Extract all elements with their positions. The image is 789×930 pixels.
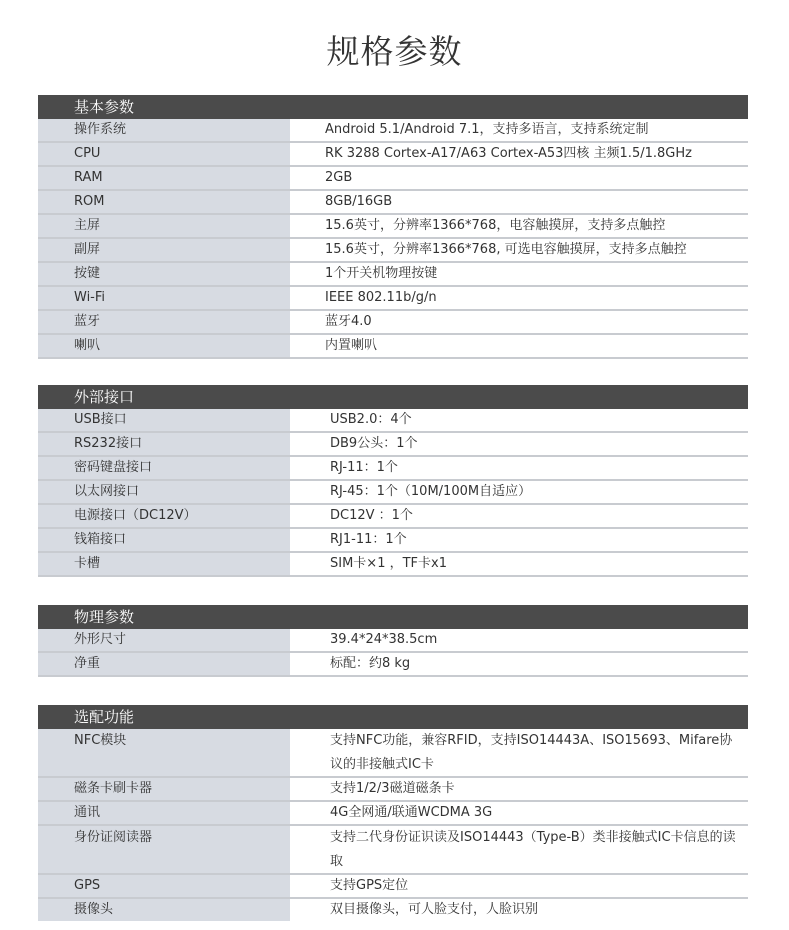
row-value: DC12V ：1个 (290, 505, 748, 527)
row-value: IEEE 802.11b/g/n (290, 287, 748, 309)
row-label: 身份证阅读器 (38, 826, 290, 873)
table-row (38, 433, 748, 457)
row-label: 电源接口（DC12V） (38, 505, 290, 527)
table-row (38, 263, 748, 287)
row-value: RJ-11：1个 (290, 457, 748, 479)
table-row (38, 167, 748, 191)
row-value: DB9公头：1个 (290, 433, 748, 455)
row-value: RJ1-11：1个 (290, 529, 748, 551)
table-row (38, 191, 748, 215)
row-value: 2GB (290, 167, 748, 189)
table-row (38, 875, 748, 899)
row-label: 钱箱接口 (38, 529, 290, 551)
table-row (38, 553, 748, 577)
row-label: NFC模块 (38, 729, 290, 776)
row-value: 8GB/16GB (290, 191, 748, 213)
table-row (38, 311, 748, 335)
row-label: 蓝牙 (38, 311, 290, 333)
table-row (38, 505, 748, 529)
row-label: 摄像头 (38, 899, 290, 921)
row-value: 支持二代身份证识读及ISO14443（Type-B）类非接触式IC卡信息的读取 (290, 826, 748, 873)
row-value: 1个开关机物理按键 (290, 263, 748, 285)
row-value: 支持1/2/3磁道磁条卡 (290, 778, 748, 800)
row-label: 以太网接口 (38, 481, 290, 503)
table-row (38, 215, 748, 239)
row-label: RS232接口 (38, 433, 290, 455)
table-row (38, 143, 748, 167)
table-row (38, 802, 748, 826)
section-header: 物理参数 (38, 605, 748, 629)
table-row (38, 529, 748, 553)
row-label: ROM (38, 191, 290, 213)
table-row (38, 729, 748, 778)
row-value: 4G全网通/联通WCDMA 3G (290, 802, 748, 824)
row-label: 主屏 (38, 215, 290, 237)
row-label: Wi-Fi (38, 287, 290, 309)
row-label: 净重 (38, 653, 290, 675)
section-header: 选配功能 (38, 705, 748, 729)
row-value: SIM卡×1 ，TF卡x1 (290, 553, 748, 575)
section-header: 基本参数 (38, 95, 748, 119)
row-value: 15.6英寸，分辨率1366*768，电容触摸屏，支持多点触控 (290, 215, 748, 237)
section-external-interfaces (38, 385, 748, 577)
table-row (38, 287, 748, 311)
section-optional-features (38, 705, 748, 921)
page-title: 规格参数 (326, 32, 463, 71)
row-label: 外形尺寸 (38, 629, 290, 651)
row-label: 密码键盘接口 (38, 457, 290, 479)
row-label: 磁条卡刷卡器 (38, 778, 290, 800)
row-value: Android 5.1/Android 7.1，支持多语言，支持系统定制 (290, 119, 748, 141)
row-value: 39.4*24*38.5cm (290, 629, 748, 651)
table-row (38, 778, 748, 802)
table-row (38, 409, 748, 433)
table-row (38, 239, 748, 263)
section-basic-params (38, 95, 748, 359)
row-label: GPS (38, 875, 290, 897)
table-row (38, 457, 748, 481)
row-value: 蓝牙4.0 (290, 311, 748, 333)
row-label: USB接口 (38, 409, 290, 431)
table-row (38, 335, 748, 359)
table-row (38, 653, 748, 677)
row-label: 喇叭 (38, 335, 290, 357)
row-value: 标配：约8 kg (290, 653, 748, 675)
row-value: USB2.0：4个 (290, 409, 748, 431)
row-label: RAM (38, 167, 290, 189)
row-value: RK 3288 Cortex-A17/A63 Cortex-A53四核 主频1.5/1.8GHz (290, 143, 748, 165)
row-value: 支持NFC功能，兼容RFID，支持ISO14443A、ISO15693、Mifare协议的非接触式IC卡 (290, 729, 748, 776)
section-header: 外部接口 (38, 385, 748, 409)
table-row (38, 826, 748, 875)
row-value: RJ-45：1个（10M/100M自适应） (290, 481, 748, 503)
row-value: 内置喇叭 (290, 335, 748, 357)
table-row (38, 899, 748, 921)
row-label: 副屏 (38, 239, 290, 261)
row-value: 双目摄像头，可人脸支付，人脸识别 (290, 899, 748, 921)
row-label: 卡槽 (38, 553, 290, 575)
section-physical-params (38, 605, 748, 677)
row-label: 通讯 (38, 802, 290, 824)
row-label: CPU (38, 143, 290, 165)
table-row (38, 119, 748, 143)
row-value: 支持GPS定位 (290, 875, 748, 897)
row-value: 15.6英寸，分辨率1366*768, 可选电容触摸屏，支持多点触控 (290, 239, 748, 261)
table-row (38, 629, 748, 653)
row-label: 操作系统 (38, 119, 290, 141)
table-row (38, 481, 748, 505)
row-label: 按键 (38, 263, 290, 285)
